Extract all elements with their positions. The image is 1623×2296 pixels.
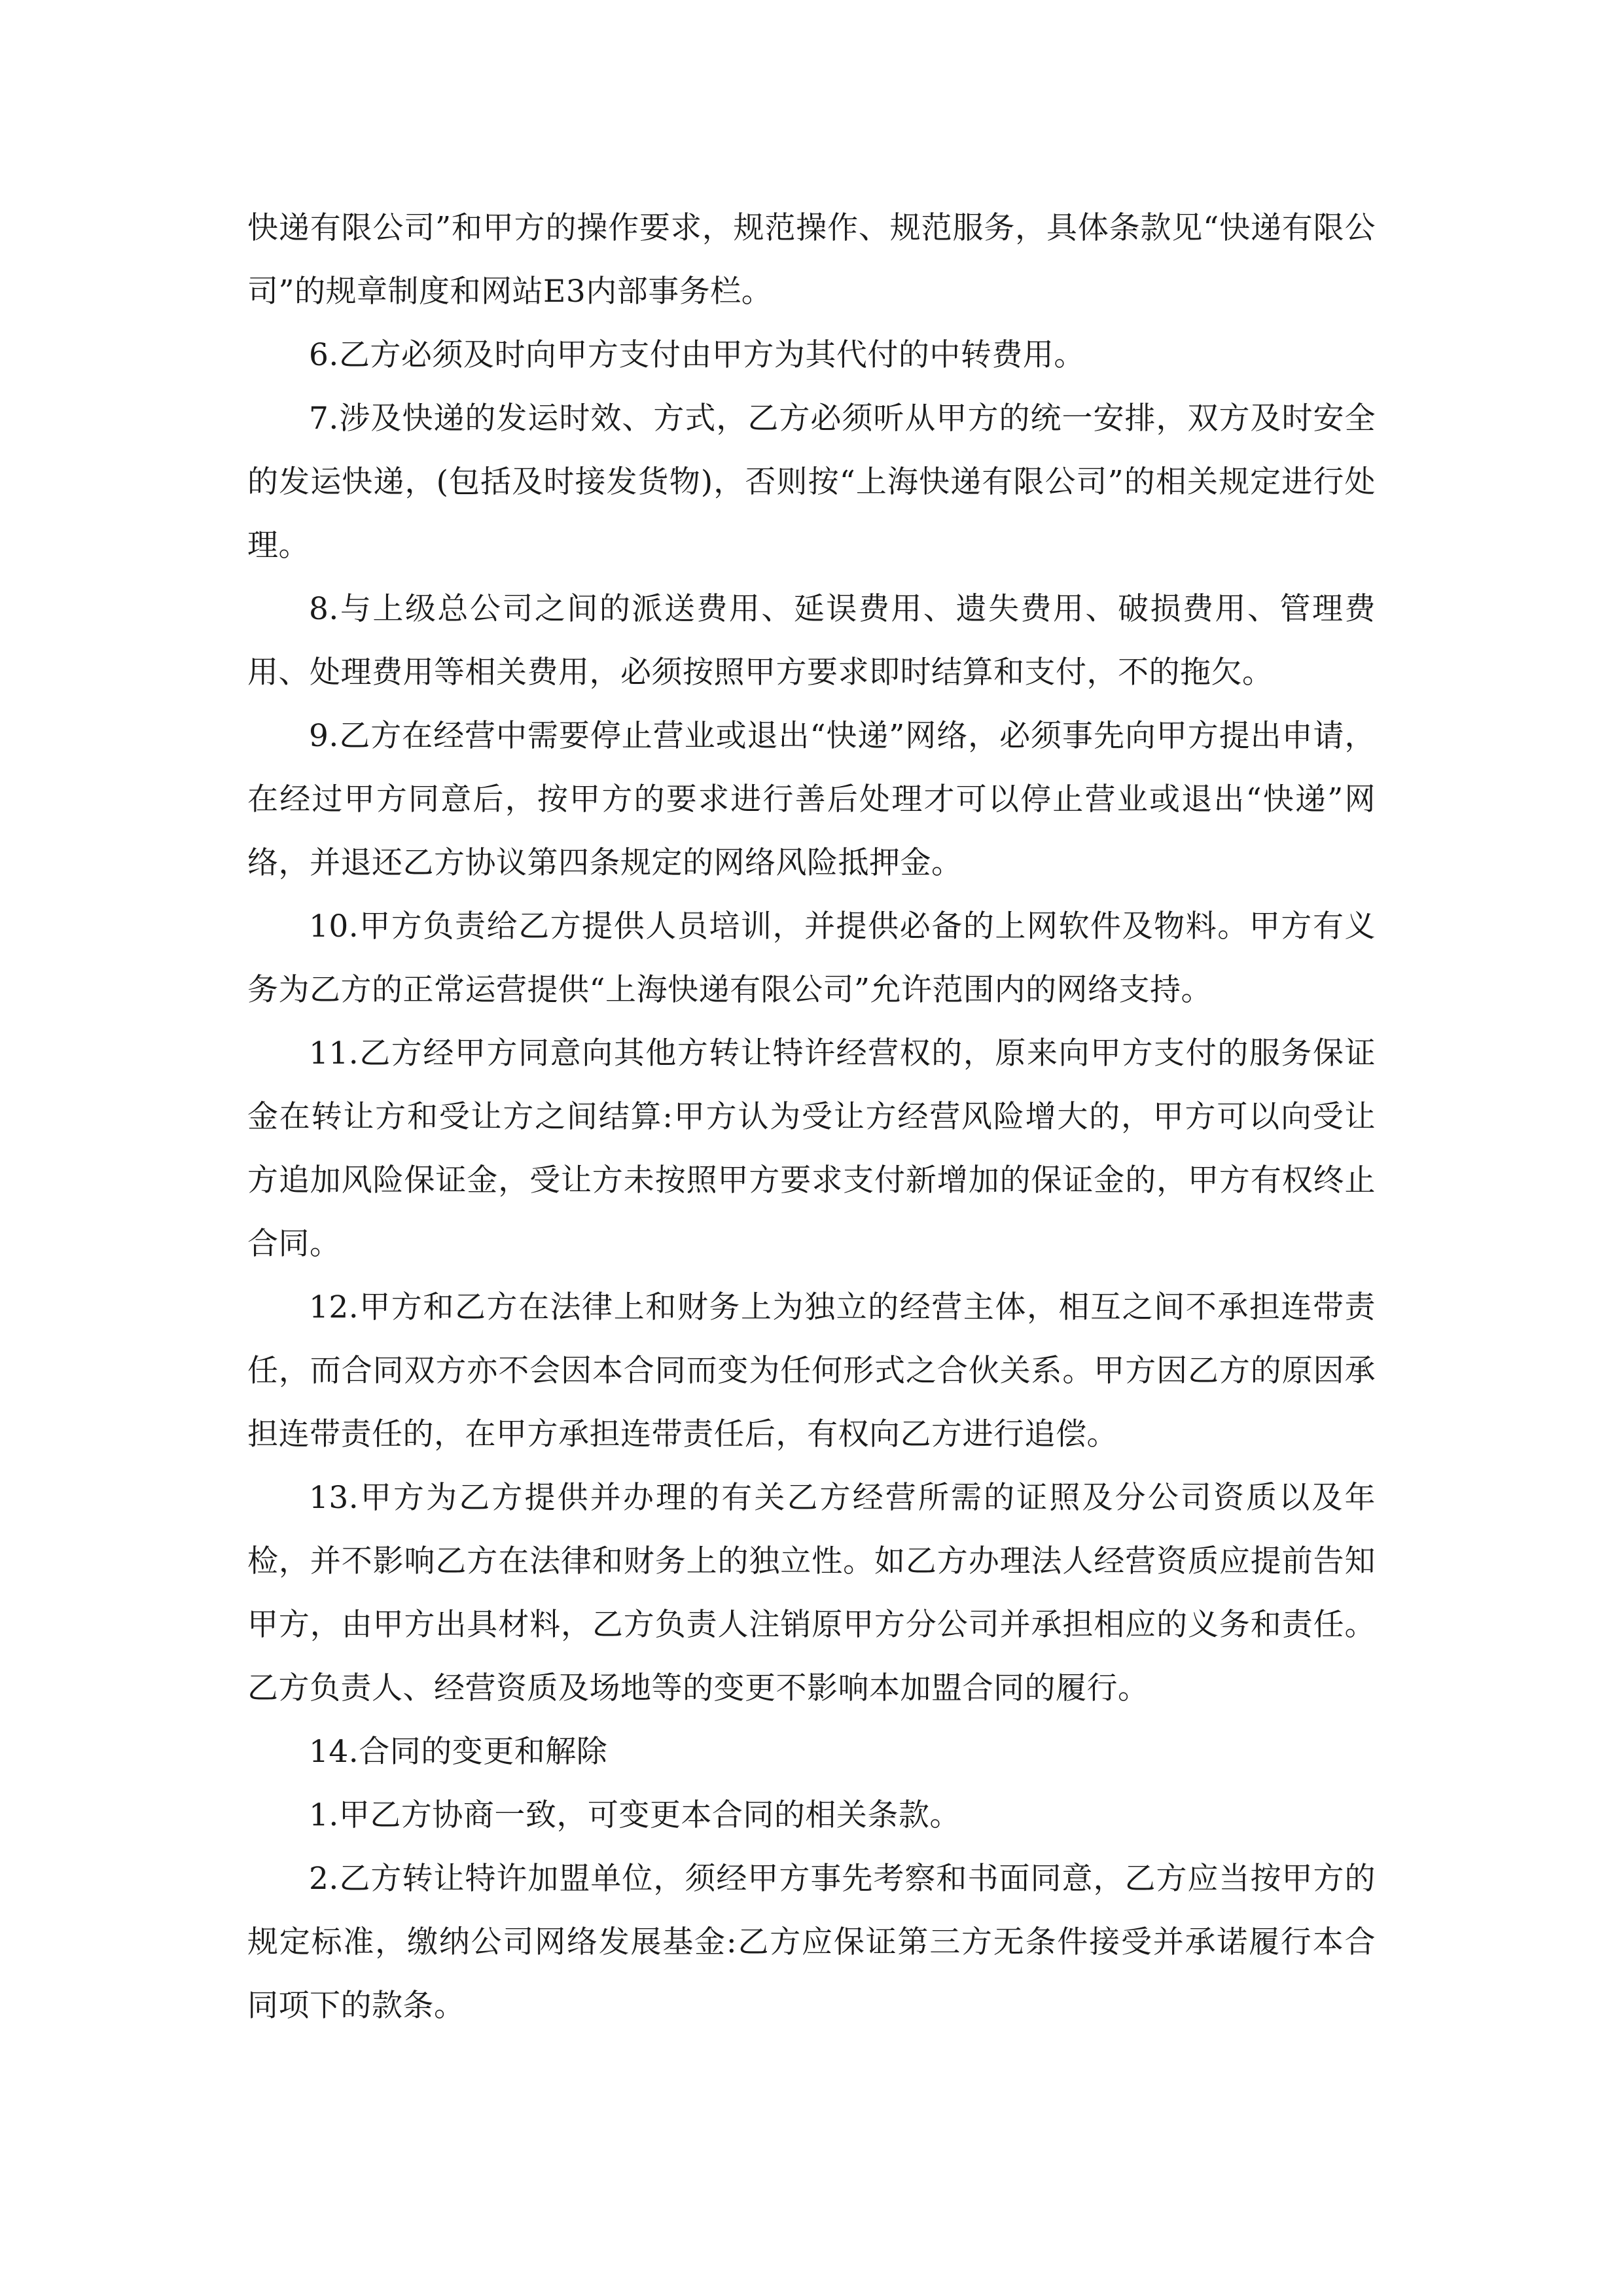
clause-7: 7.涉及快递的发运时效、方式，乙方必须听从甲方的统一安排，双方及时安全的发运快递，(包括及时接发货物)，否则按“上海快递有限公司”的相关规定进行处理。 [247,401,1376,564]
clause-12: 12.甲方和乙方在法律上和财务上为独立的经营主体，相互之间不承担连带责任，而合同双方亦不会因本合同而变为任何形式之合伙关系。甲方因乙方的原因承担连带责任的，在甲方承担连带责任后，有权向乙方进行追偿。 [247,1289,1376,1452]
clause-6: 6.乙方必须及时向甲方支付由甲方为其代付的中转费用。 [309,337,1085,373]
clause-10: 10.甲方负责给乙方提供人员培训，并提供必备的上网软件及物料。甲方有义务为乙方的正常运营提供“上海快递有限公司”允许范围内的网络支持。 [247,908,1376,1008]
clause-8: 8.与上级总公司之间的派送费用、延误费用、遗失费用、破损费用、管理费用、处理费用等相关费用，必须按照甲方要求即时结算和支付，不的拖欠。 [247,591,1376,691]
clause-14-item-2: 2.乙方转让特许加盟单位，须经甲方事先考察和书面同意，乙方应当按甲方的规定标准，缴纳公司网络发展基金:乙方应保证第三方无条件接受并承诺履行本合同项下的款条。 [247,1861,1376,2024]
document-page [247,196,1376,2037]
clause-14-heading: 14.合同的变更和解除 [309,1734,608,1770]
clause-9: 9.乙方在经营中需要停止营业或退出“快递”网络，必须事先向甲方提出申请，在经过甲方同意后，按甲方的要求进行善后处理才可以停止营业或退出“快递”网络，并退还乙方协议第四条规定的网络风险抵押金。 [247,718,1376,881]
clause-13: 13.甲方为乙方提供并办理的有关乙方经营所需的证照及分公司资质以及年检，并不影响乙方在法律和财务上的独立性。如乙方办理法人经营资质应提前告知甲方，由甲方出具材料，乙方负责人注销原甲方分公司并承担相应的义务和责任。乙方负责人、经营资质及场地等的变更不影响本加盟合同的履行。 [247,1480,1376,1706]
clause-14-item-1: 1.甲乙方协商一致，可变更本合同的相关条款。 [309,1797,961,1833]
clause-11: 11.乙方经甲方同意向其他方转让特许经营权的，原来向甲方支付的服务保证金在转让方和受让方之间结算:甲方认为受让方经营风险增大的，甲方可以向受让方追加风险保证金，受让方未按照甲方要求支付新增加的保证金的，甲方有权终止合同。 [247,1035,1376,1262]
paragraph-continuation: 快递有限公司”和甲方的操作要求，规范操作、规范服务，具体条款见“快递有限公司”的规章制度和网站E3内部事务栏。 [247,210,1376,310]
